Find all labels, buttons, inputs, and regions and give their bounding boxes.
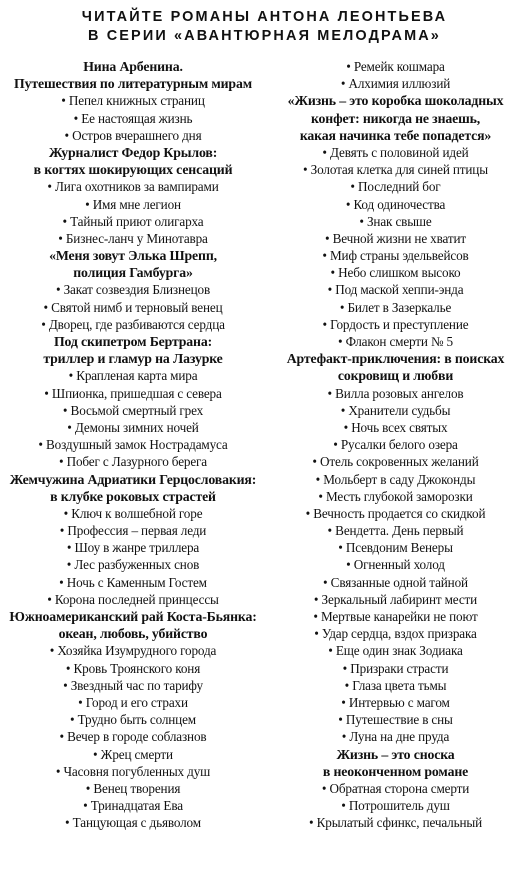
- book-title-item: • Обратная сторона смерти: [268, 780, 523, 797]
- series-heading-line: Жизнь – это сноска: [336, 746, 455, 762]
- book-title-item: • Тринадцатая Ева: [8, 797, 258, 814]
- book-title-item: • Интервью с магом: [268, 694, 523, 711]
- series-heading-line: Артефакт-приключения: в поисках: [286, 351, 505, 367]
- book-title-item: • Восьмой смертный грех: [8, 402, 258, 419]
- book-title-item: • Псевдоним Венеры: [268, 539, 523, 556]
- book-title-item: • Мертвые канарейки не поют: [268, 608, 523, 625]
- book-title-item: • Глаза цвета тьмы: [268, 677, 523, 694]
- series-heading-line: в неоконченном романе: [322, 763, 469, 779]
- series-heading-line: «Меня зовут Элька Шрепп,: [49, 248, 217, 264]
- right-column: [268, 58, 523, 831]
- book-title-item: • Девять с половиной идей: [268, 144, 523, 161]
- book-title-item: • Крапленая карта мира: [8, 367, 258, 384]
- book-title-item: • Потрошитель душ: [268, 797, 523, 814]
- book-title-item: • Часовня погубленных душ: [8, 763, 258, 780]
- book-title-item: • Ключ к волшебной горе: [8, 505, 258, 522]
- series-heading-line: Южноамериканский рай Коста-Бьянка:: [9, 609, 257, 624]
- book-title-item: • Святой нимб и терновый венец: [8, 299, 258, 316]
- book-title-item: • Знак свыше: [268, 213, 523, 230]
- book-title-item: • Жрец смерти: [8, 746, 258, 763]
- series-heading-line: конфет: никогда не знаешь,: [310, 110, 481, 126]
- book-title-item: • Звездный час по тарифу: [8, 677, 258, 694]
- book-title-item: • Пепел книжных страниц: [8, 92, 258, 109]
- book-title-item: • Алхимия иллюзий: [268, 75, 523, 92]
- series-heading-line: Под скипетром Бертрана:: [53, 334, 213, 349]
- book-title-item: • Флакон смерти № 5: [268, 333, 523, 350]
- book-title-item: • Еще один знак Зодиака: [268, 642, 523, 659]
- series-heading-line: сокровищ и любви: [337, 368, 454, 384]
- book-title-item: • Связанные одной тайной: [268, 574, 523, 591]
- book-title-item: • Побег с Лазурного берега: [8, 453, 258, 470]
- book-title-item: • Под маской хеппи-энда: [268, 281, 523, 298]
- series-heading-line: «Жизнь – это коробка шоколадных: [287, 93, 504, 109]
- page-heading-line-2: В СЕРИИ «АВАНТЮРНАЯ МЕЛОДРАМА»: [88, 27, 441, 44]
- book-title-item: • Мольберт в саду Джоконды: [268, 471, 523, 488]
- book-title-item: • Хранители судьбы: [268, 402, 523, 419]
- book-title-item: • Луна на дне пруда: [268, 728, 523, 745]
- book-title-item: • Вилла розовых ангелов: [268, 385, 523, 402]
- book-title-item: • Танцующая с дьяволом: [8, 814, 258, 831]
- series-heading-line: в клубке роковых страстей: [50, 488, 216, 504]
- page-heading-line-1: ЧИТАЙТЕ РОМАНЫ АНТОНА ЛЕОНТЬЕВА: [81, 8, 448, 25]
- book-title-item: • Вечер в городе соблазнов: [8, 728, 258, 745]
- series-heading-line: океан, любовь, убийство: [58, 626, 208, 642]
- book-title-item: • Ремейк кошмара: [268, 58, 523, 75]
- book-title-item: • Дворец, где разбиваются сердца: [8, 316, 258, 333]
- book-title-item: • Профессия – первая леди: [8, 522, 258, 539]
- book-title-item: • Вечной жизни не хватит: [268, 230, 523, 247]
- series-heading-line: Нина Арбенина.: [83, 59, 183, 74]
- book-title-item: • Венец творения: [8, 780, 258, 797]
- book-title-item: • Удар сердца, вздох призрака: [268, 625, 523, 642]
- book-title-item: • Код одиночества: [268, 196, 523, 213]
- book-title-item: • Закат созвездия Близнецов: [8, 281, 258, 298]
- book-title-item: • Хозяйка Изумрудного города: [8, 642, 258, 659]
- book-title-item: • Русалки белого озера: [268, 436, 523, 453]
- book-title-item: • Вендетта. День первый: [268, 522, 523, 539]
- book-title-item: • Зеркальный лабиринт мести: [268, 591, 523, 608]
- series-heading-line: Путешествия по литературным мирам: [14, 76, 252, 92]
- series-heading-line: полиция Гамбурга»: [73, 265, 193, 281]
- book-title-item: • Шпионка, пришедшая с севера: [8, 385, 258, 402]
- book-title-item: • Город и его страхи: [8, 694, 258, 711]
- book-title-item: • Тайный приют олигарха: [8, 213, 258, 230]
- book-title-item: • Гордость и преступление: [268, 316, 523, 333]
- book-title-item: • Лес разбуженных снов: [8, 556, 258, 573]
- book-title-item: • Имя мне легион: [8, 196, 258, 213]
- series-heading-line: в когтях шокирующих сенсаций: [33, 162, 233, 178]
- left-column: [8, 58, 258, 831]
- book-title-item: • Трудно быть солнцем: [8, 711, 258, 728]
- book-title-item: • Призраки страсти: [268, 660, 523, 677]
- book-title-item: • Остров вчерашнего дня: [8, 127, 258, 144]
- book-title-item: • Небо слишком высоко: [268, 264, 523, 281]
- series-heading-line: Журналист Федор Крылов:: [48, 144, 218, 160]
- series-heading-line: Жемчужина Адриатики Герцословакия:: [9, 471, 257, 487]
- book-title-item: • Билет в Зазеркалье: [268, 299, 523, 316]
- book-title-item: • Лига охотников за вампирами: [8, 178, 258, 195]
- book-title-item: • Бизнес-ланч у Минотавра: [8, 230, 258, 247]
- book-title-item: • Воздушный замок Нострадамуса: [8, 436, 258, 453]
- series-heading-line: какая начинка тебе попадется»: [299, 127, 492, 143]
- book-title-item: • Шоу в жанре триллера: [8, 539, 258, 556]
- series-heading-line: триллер и гламур на Лазурке: [43, 351, 223, 367]
- book-title-item: • Миф страны эдельвейсов: [268, 247, 523, 264]
- book-title-item: • Корона последней принцессы: [8, 591, 258, 608]
- book-title-item: • Огненный холод: [268, 556, 523, 573]
- book-title-item: • Путешествие в сны: [268, 711, 523, 728]
- book-title-item: • Демоны зимних ночей: [8, 419, 258, 436]
- book-title-item: • Ночь всех святых: [268, 419, 523, 436]
- book-title-item: • Ее настоящая жизнь: [8, 110, 258, 127]
- book-title-item: • Крылатый сфинкс, печальный: [268, 814, 523, 831]
- book-title-item: • Ночь с Каменным Гостем: [8, 574, 258, 591]
- book-title-item: • Последний бог: [268, 178, 523, 195]
- book-title-item: • Кровь Троянского коня: [8, 660, 258, 677]
- book-title-item: • Золотая клетка для синей птицы: [268, 161, 523, 178]
- book-title-item: • Вечность продается со скидкой: [268, 505, 523, 522]
- book-title-item: • Месть глубокой заморозки: [268, 488, 523, 505]
- book-title-item: • Отель сокровенных желаний: [268, 453, 523, 470]
